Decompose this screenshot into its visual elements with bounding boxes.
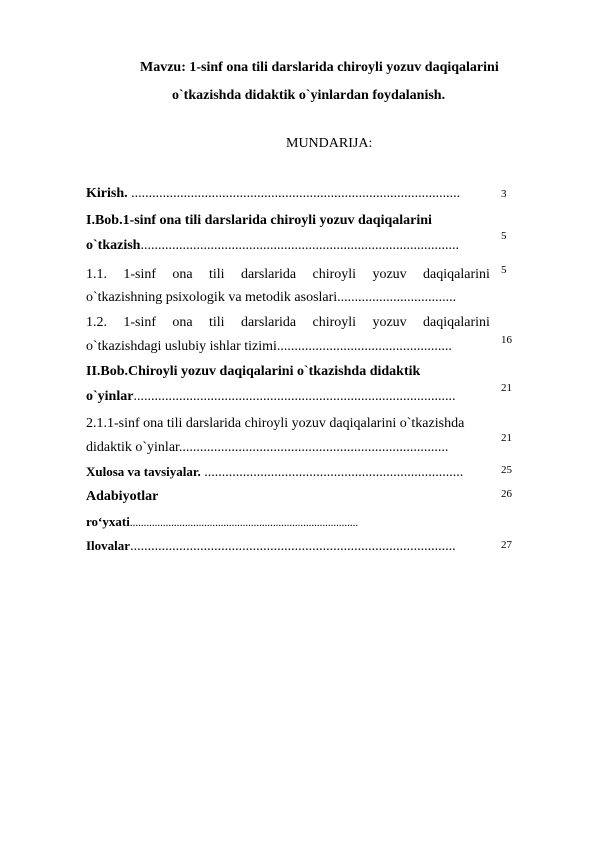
toc-word: 1-sinf <box>123 315 157 330</box>
toc-entry-label: Kirish. <box>86 186 128 201</box>
contents-heading: MUNDARIJA: <box>286 136 373 151</box>
toc-leader-dots: ................................................................................... <box>129 517 359 529</box>
toc-word: yozuv <box>372 315 407 330</box>
toc-entry-label: Xulosa va tavsiyalar. <box>86 464 201 479</box>
document-title-line-2: o`tkazishda didaktik o`yinlardan foydalanish. <box>172 88 446 103</box>
toc-entry-chapter-2 <box>86 388 490 406</box>
toc-entry-references <box>86 513 426 531</box>
toc-entry-label: o`tkazish <box>86 238 141 253</box>
toc-page-number: 21 <box>501 432 512 444</box>
toc-entry-label: o`yinlar <box>86 389 134 404</box>
toc-entry-section-2-1-title: 2.1.1-sinf ona tili darslarida chiroyli yozuv daqiqalarini o`tkazishda <box>86 416 465 431</box>
toc-entry-label: Ilovalar <box>86 538 131 553</box>
toc-entry-chapter-1-title: I.Bob.1-sinf ona tili darslarida chiroyli yozuv daqiqalarini <box>86 213 432 228</box>
toc-word: darslarida <box>240 267 297 282</box>
toc-page-number: 5 <box>501 264 507 276</box>
toc-entry-chapter-2-title: II.Bob.Chiroyli yozuv daqiqalarini o`tkazishda didaktik <box>86 364 421 379</box>
toc-page-number: 25 <box>501 464 512 476</box>
toc-entry-section-1-1-title <box>86 266 490 284</box>
toc-word: chiroyli <box>312 267 357 282</box>
toc-leader-dots: ............................................................................................. <box>130 539 456 554</box>
toc-entry-conclusion <box>86 463 490 481</box>
toc-word: 1-sinf <box>123 267 157 282</box>
toc-word: tili <box>209 315 225 330</box>
toc-page-number: 16 <box>501 334 512 346</box>
toc-word: ona <box>172 315 193 330</box>
toc-leader-dots: ............................................................................................ <box>133 389 456 404</box>
document-title-line-1: Mavzu: 1-sinf ona tili darslarida chiroyli yozuv daqiqalarini <box>140 60 499 75</box>
toc-page-number: 5 <box>501 230 507 242</box>
toc-word: daqiqalarini <box>423 267 490 282</box>
toc-leader-dots: .......................................................................... <box>200 465 464 480</box>
toc-entry-section-1-1: o`tkazishning psixologik va metodik asoslari.................................. <box>86 290 457 305</box>
toc-entry-label: ro‘yxati <box>86 514 130 529</box>
toc-leader-dots: .............................................................................................. <box>127 186 461 201</box>
toc-entry-references-title: Adabiyotlar <box>86 489 159 504</box>
toc-entry-appendices <box>86 537 490 555</box>
toc-page-number: 26 <box>501 488 512 500</box>
toc-entry-section-1-2: o`tkazishdagi uslubiy ishlar tizimi.................................................. <box>86 339 452 354</box>
toc-word: darslarida <box>240 315 297 330</box>
toc-page-number: 27 <box>501 539 512 551</box>
toc-entry-chapter-1 <box>86 237 490 255</box>
toc-word: tili <box>209 267 225 282</box>
toc-word: daqiqalarini <box>423 315 490 330</box>
toc-entry-section-1-2-title <box>86 314 490 332</box>
toc-entry-kirish <box>86 185 490 203</box>
toc-page-number: 3 <box>501 188 507 200</box>
toc-leader-dots: ........................................................................................... <box>140 238 459 253</box>
toc-word: chiroyli <box>312 315 357 330</box>
toc-page-number: 21 <box>501 382 512 394</box>
toc-word: 1.2. <box>86 315 107 330</box>
toc-word: 1.1. <box>86 267 107 282</box>
toc-word: yozuv <box>372 267 407 282</box>
toc-entry-section-2-1: didaktik o`yinlar............................................................................. <box>86 440 449 455</box>
toc-word: ona <box>172 267 193 282</box>
